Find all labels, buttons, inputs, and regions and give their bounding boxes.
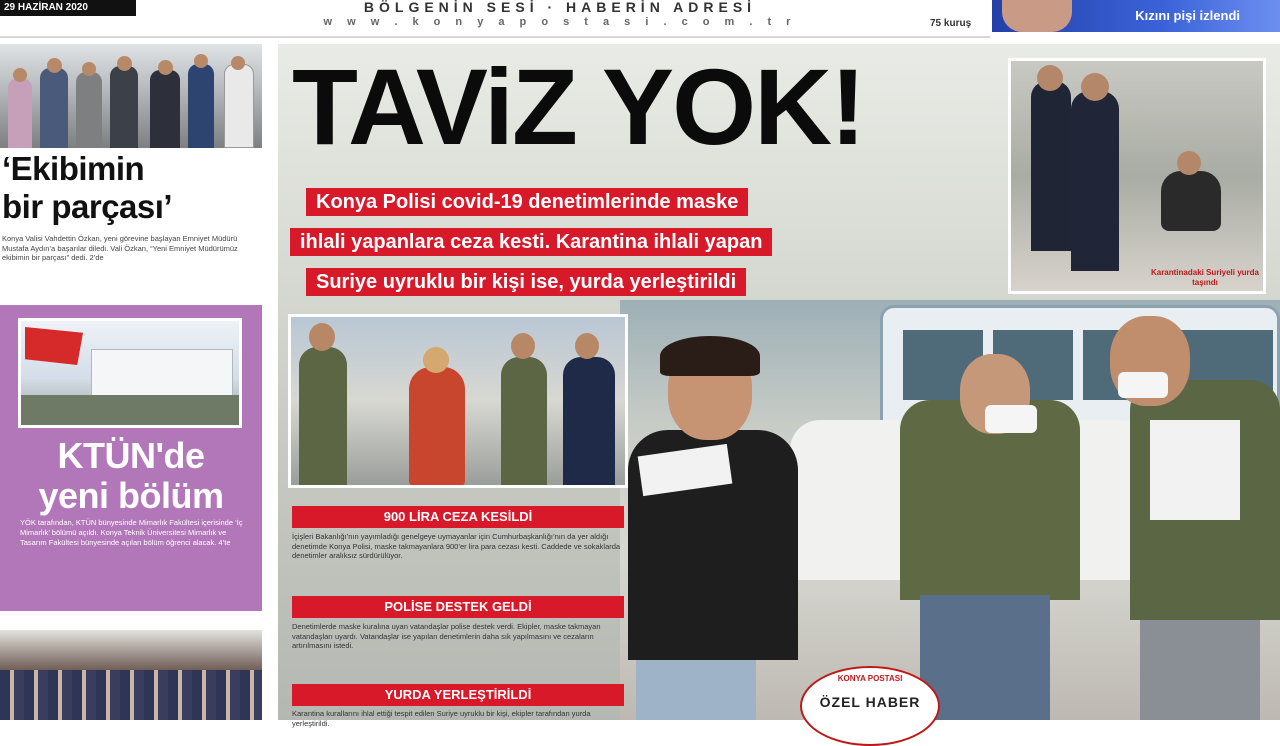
left-story1-photo[interactable] <box>0 44 262 148</box>
inset-photo-caption: Karantinadaki Suriyeli yurda taşındı <box>1150 268 1260 287</box>
section-text-destek: Denetimlerde maske kuralına uyan vatandaşlar polise destek verdi. Ekipler, maske takmayan vatandaşları uyardı. Vatandaşlar ise yapılan denetimlerin daha sık yapılmasını ve cezaların artırılmasını istedi. <box>292 622 601 650</box>
stamp-text: ÖZEL HABER <box>819 694 921 710</box>
left-story1-headline[interactable]: ‘Ekibimin bir parçası’ <box>2 150 173 225</box>
masthead-slogan: BÖLGENİN SESİ · HABERİN ADRESİ <box>363 0 757 15</box>
section-text-ceza: İçişleri Bakanlığı’nın yayımladığı genelgeye uymayanlar için Cumhurbaşkanlığı’nın da yer aldığı denetimde Konya Polisi, maske takmayanlara 900’er lira para cezası kesti. Caddede ve sokaklarda denetimler aralıksız sürdürülüyor. <box>292 532 621 560</box>
left-story1-body: Konya Valisi Vahdettin Özkan, yeni görevine başlayan Emniyet Müdürü Mustafa Aydın’a başarılar diledi. Vali Özkan, “Yeni Emniyet Müdürümüz ekibimin bir parçası” dedi. 2’de <box>2 234 238 262</box>
masthead-price: 75 kuruş <box>930 18 972 29</box>
left-story2-headline[interactable]: KTÜN'de yeni bölüm <box>38 435 224 516</box>
small-photo-denetim[interactable] <box>288 314 628 488</box>
section-heading-destek[interactable]: POLİSE DESTEK GELDİ <box>292 596 624 618</box>
masthead-date: 29 HAZİRAN 2020 <box>0 0 136 16</box>
stamp-top-text: KONYA POSTASI <box>837 674 903 683</box>
left-story2-photo[interactable] <box>18 318 242 428</box>
subheadline-line-3: Suriye uyruklu bir kişi ise, yurda yerleştirildi <box>306 268 746 296</box>
left-story3-photo[interactable] <box>0 630 262 720</box>
main-headline[interactable]: TAViZ YOK! <box>292 46 865 167</box>
section-heading-yurt[interactable]: YURDA YERLEŞTİRİLDİ <box>292 684 624 706</box>
subheadline-line-1: Konya Polisi covid-19 denetimlerinde maske <box>306 188 748 216</box>
promo-banner[interactable] <box>992 0 1280 32</box>
section-heading-ceza[interactable]: 900 LİRA CEZA KESİLDİ <box>292 506 624 528</box>
promo-face-image <box>1002 0 1072 32</box>
inset-photo-karantina[interactable] <box>1008 58 1266 294</box>
subheadline-line-2: ihlali yapanlara ceza kesti. Karantina ihlali yapan <box>290 228 772 256</box>
section-text-yurt: Karantina kurallarını ihlal ettiği tespit edilen Suriye uyruklu bir kişi, ekipler tarafından yurda yerleştirildi. <box>292 709 591 728</box>
masthead-website[interactable]: w w w . k o n y a p o s t a s i . c o m . t r <box>323 16 797 28</box>
left-story2-body: YÖK tarafından, KTÜN bünyesinde Mimarlık Fakültesi içerisinde ‘İç Mimarlık’ bölümü açıldı. Konya Teknik Üniversitesi Mimarlık ve Tasarım Fakültesi bünyesinde açılan bölüm öğrenci alacak. 4’te <box>20 518 243 547</box>
promo-text: Kızını pişi izlendi <box>1135 8 1240 23</box>
